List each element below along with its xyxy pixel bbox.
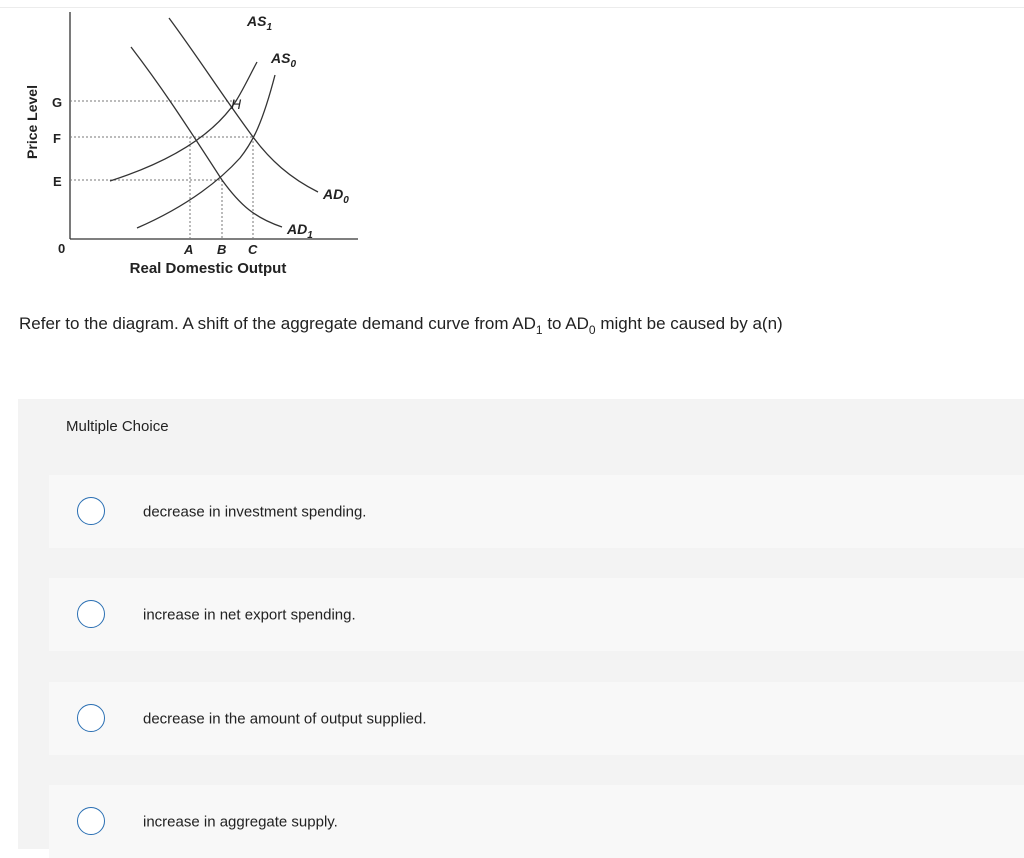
multiple-choice-panel bbox=[18, 399, 1024, 849]
y-axis-label: Price Level bbox=[24, 85, 40, 159]
point-h-label: H bbox=[231, 96, 242, 112]
radio-button-icon[interactable] bbox=[77, 807, 105, 835]
ad0-label: $AD_0$ bbox=[323, 186, 349, 206]
output-level-a: A bbox=[184, 242, 194, 257]
output-level-c: C bbox=[248, 242, 258, 257]
choice-label: increase in net export spending. bbox=[143, 606, 356, 623]
x-axis-label: Real Domestic Output bbox=[129, 260, 287, 277]
price-level-g: G bbox=[52, 95, 63, 110]
ad1-label: $AD_1$ bbox=[287, 221, 313, 241]
as0-label: $AS_0$ bbox=[271, 50, 297, 70]
choice-option-2[interactable] bbox=[49, 578, 1024, 651]
output-level-b: B bbox=[217, 242, 227, 257]
choice-label: decrease in the amount of output supplied. bbox=[143, 710, 427, 727]
choice-option-3[interactable] bbox=[49, 682, 1024, 755]
multiple-choice-header: Multiple Choice bbox=[66, 418, 169, 435]
as0-curve bbox=[137, 75, 275, 228]
price-level-f: F bbox=[53, 131, 61, 146]
ad0-curve bbox=[169, 18, 318, 192]
as-ad-diagram bbox=[0, 0, 380, 290]
radio-button-icon[interactable] bbox=[77, 497, 105, 525]
choice-label: decrease in investment spending. bbox=[143, 503, 367, 520]
as1-label: $AS_1$ bbox=[247, 13, 273, 33]
guide-lines bbox=[70, 101, 253, 239]
choice-option-4[interactable] bbox=[49, 785, 1024, 858]
radio-button-icon[interactable] bbox=[77, 704, 105, 732]
question-text: Refer to the diagram. A shift of the aggregate demand curve from $AD_1$ to $AD_0$ might be caused by a(n) bbox=[19, 314, 783, 337]
origin-label: 0 bbox=[58, 241, 66, 256]
choice-label: increase in aggregate supply. bbox=[143, 813, 338, 830]
choice-option-1[interactable] bbox=[49, 475, 1024, 548]
price-level-e: E bbox=[53, 174, 62, 189]
radio-button-icon[interactable] bbox=[77, 600, 105, 628]
